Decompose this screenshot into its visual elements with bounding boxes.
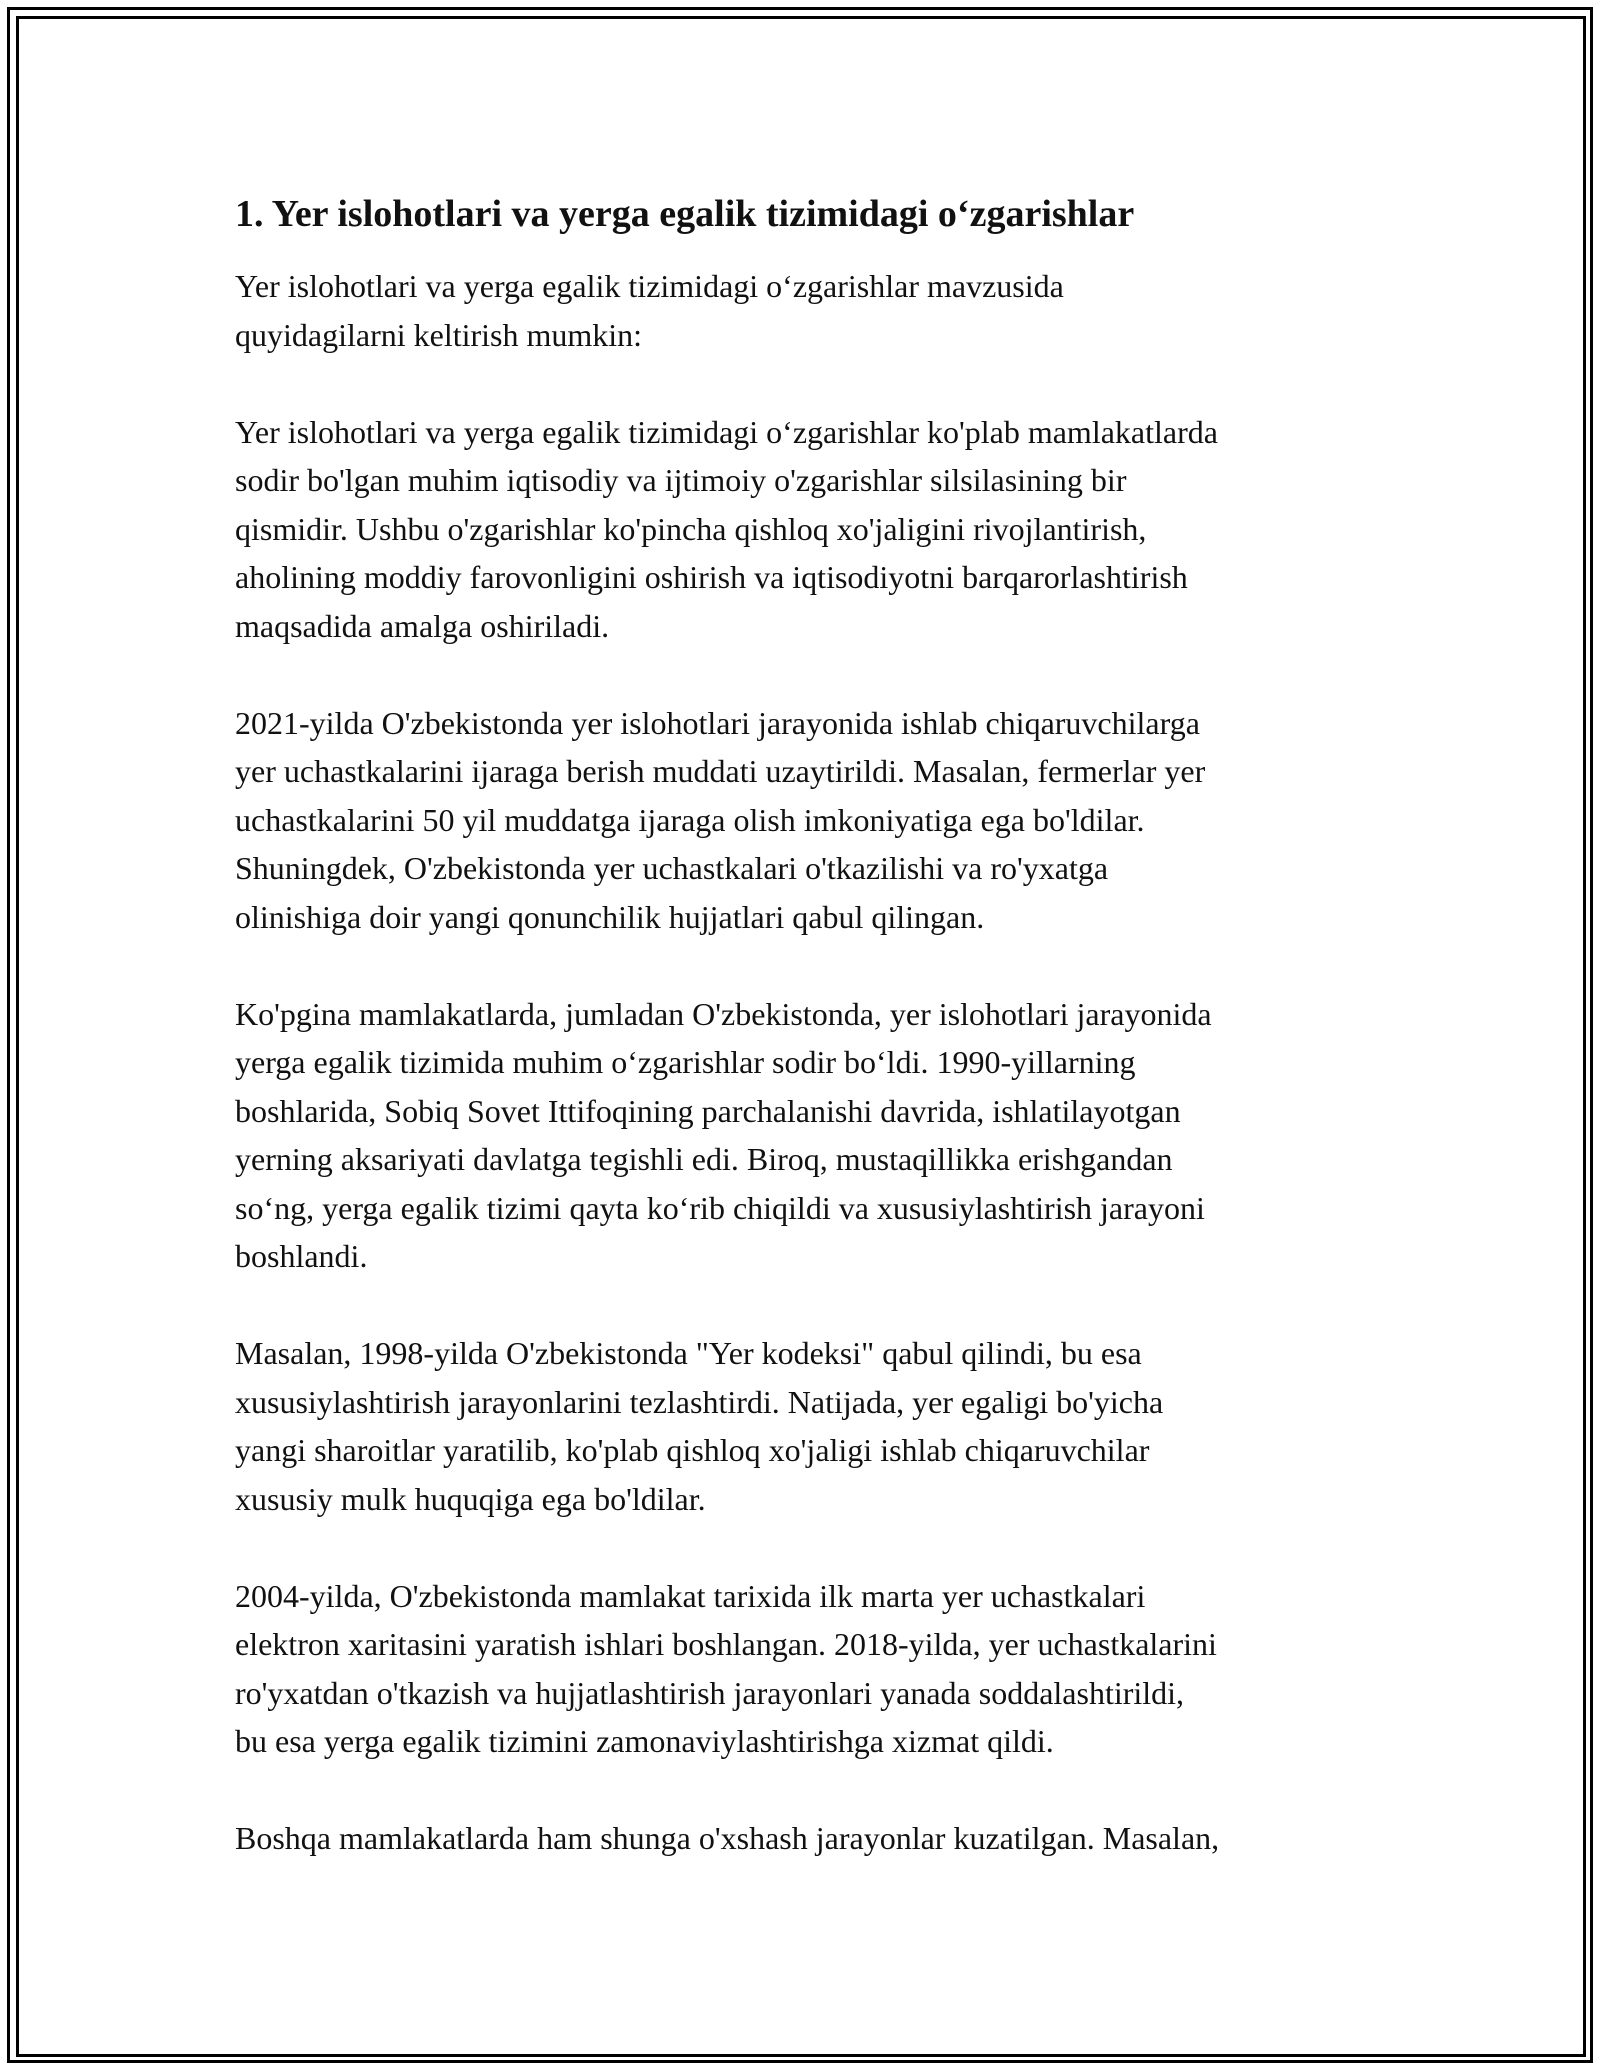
- text-line: Yer islohotlari va yerga egalik tizimidagi o‘zgarishlar ko'plab mamlakatlarda: [235, 413, 1218, 450]
- paragraph-1990s: [235, 990, 1375, 1281]
- section-heading: 1. Yer islohotlari va yerga egalik tizimidagi o‘zgarishlar: [235, 193, 1135, 235]
- text-line: 2004-yilda, O'zbekistonda mamlakat tarixida ilk marta yer uchastkalari: [235, 1577, 1146, 1614]
- text-line: Boshqa mamlakatlarda ham shunga o'xshash jarayonlar kuzatilgan. Masalan,: [235, 1820, 1220, 1856]
- text-line: xususiylashtirish jarayonlarini tezlashtirdi. Natijada, yer egaligi bo'yicha: [235, 1383, 1164, 1420]
- text-line: elektron xaritasini yaratish ishlari boshlangan. 2018-yilda, yer uchastkalarini: [235, 1626, 1217, 1662]
- text-line: xususiy mulk huquqiga ega bo'ldilar.: [235, 1480, 706, 1517]
- paragraph-2021: [235, 699, 1375, 942]
- text-line: boshlandi.: [235, 1238, 368, 1274]
- text-line: yerga egalik tizimida muhim o‘zgarishlar sodir bo‘ldi. 1990-yillarning: [235, 1044, 1136, 1080]
- text-line: so‘ng, yerga egalik tizimi qayta ko‘rib chiqildi va xususiylashtirish jarayoni: [235, 1189, 1205, 1226]
- text-line: yer uchastkalarini ijaraga berish muddati uzaytirildi. Masalan, fermerlar yer: [235, 753, 1206, 789]
- text-line: bu esa yerga egalik tizimini zamonaviylashtirishga xizmat qildi.: [235, 1723, 1054, 1759]
- paragraph-intro: [235, 262, 1375, 359]
- text-line: uchastkalarini 50 yil muddatga ijaraga olish imkoniyatiga ega bo'ldilar.: [235, 801, 1145, 838]
- document-body: [235, 186, 1375, 1911]
- text-line: Ko'pgina mamlakatlarda, jumladan O'zbekistonda, yer islohotlari jarayonida: [235, 995, 1212, 1032]
- text-line: ro'yxatdan o'tkazish va hujjatlashtirish jarayonlari yanada soddalashtirildi,: [235, 1674, 1185, 1711]
- text-line: maqsadida amalga oshiriladi.: [235, 607, 610, 644]
- text-line: aholining moddiy farovonligini oshirish va iqtisodiyotni barqarorlashtirish: [235, 559, 1188, 595]
- paragraph-overview: [235, 408, 1375, 651]
- text-line: yangi sharoitlar yaratilib, ko'plab qishloq xo'jaligi ishlab chiqaruvchilar: [235, 1432, 1150, 1468]
- text-line: sodir bo'lgan muhim iqtisodiy va ijtimoiy o'zgarishlar silsilasining bir: [235, 462, 1127, 498]
- text-line: Shuningdek, O'zbekistonda yer uchastkalari o'tkazilishi va ro'yxatga: [235, 850, 1109, 886]
- text-line: yerning aksariyati davlatga tegishli edi. Biroq, mustaqillikka erishgandan: [235, 1141, 1173, 1177]
- text-line: qismidir. Ushbu o'zgarishlar ko'pincha qishloq xo'jaligini rivojlantirish,: [235, 510, 1147, 547]
- text-line: Yer islohotlari va yerga egalik tizimidagi o‘zgarishlar mavzusida: [235, 268, 1064, 304]
- text-line: quyidagilarni keltirish mumkin:: [235, 316, 643, 353]
- text-line: olinishiga doir yangi qonunchilik hujjatlari qabul qilingan.: [235, 898, 985, 935]
- paragraph-2004: [235, 1572, 1375, 1766]
- text-line: 2021-yilda O'zbekistonda yer islohotlari jarayonida ishlab chiqaruvchilarga: [235, 704, 1200, 741]
- paragraph-other-countries: [235, 1814, 1375, 1863]
- text-line: Masalan, 1998-yilda O'zbekistonda "Yer kodeksi" qabul qilindi, bu esa: [235, 1335, 1142, 1371]
- text-line: boshlarida, Sobiq Sovet Ittifoqining parchalanishi davrida, ishlatilayotgan: [235, 1092, 1181, 1129]
- paragraph-1998: [235, 1329, 1375, 1523]
